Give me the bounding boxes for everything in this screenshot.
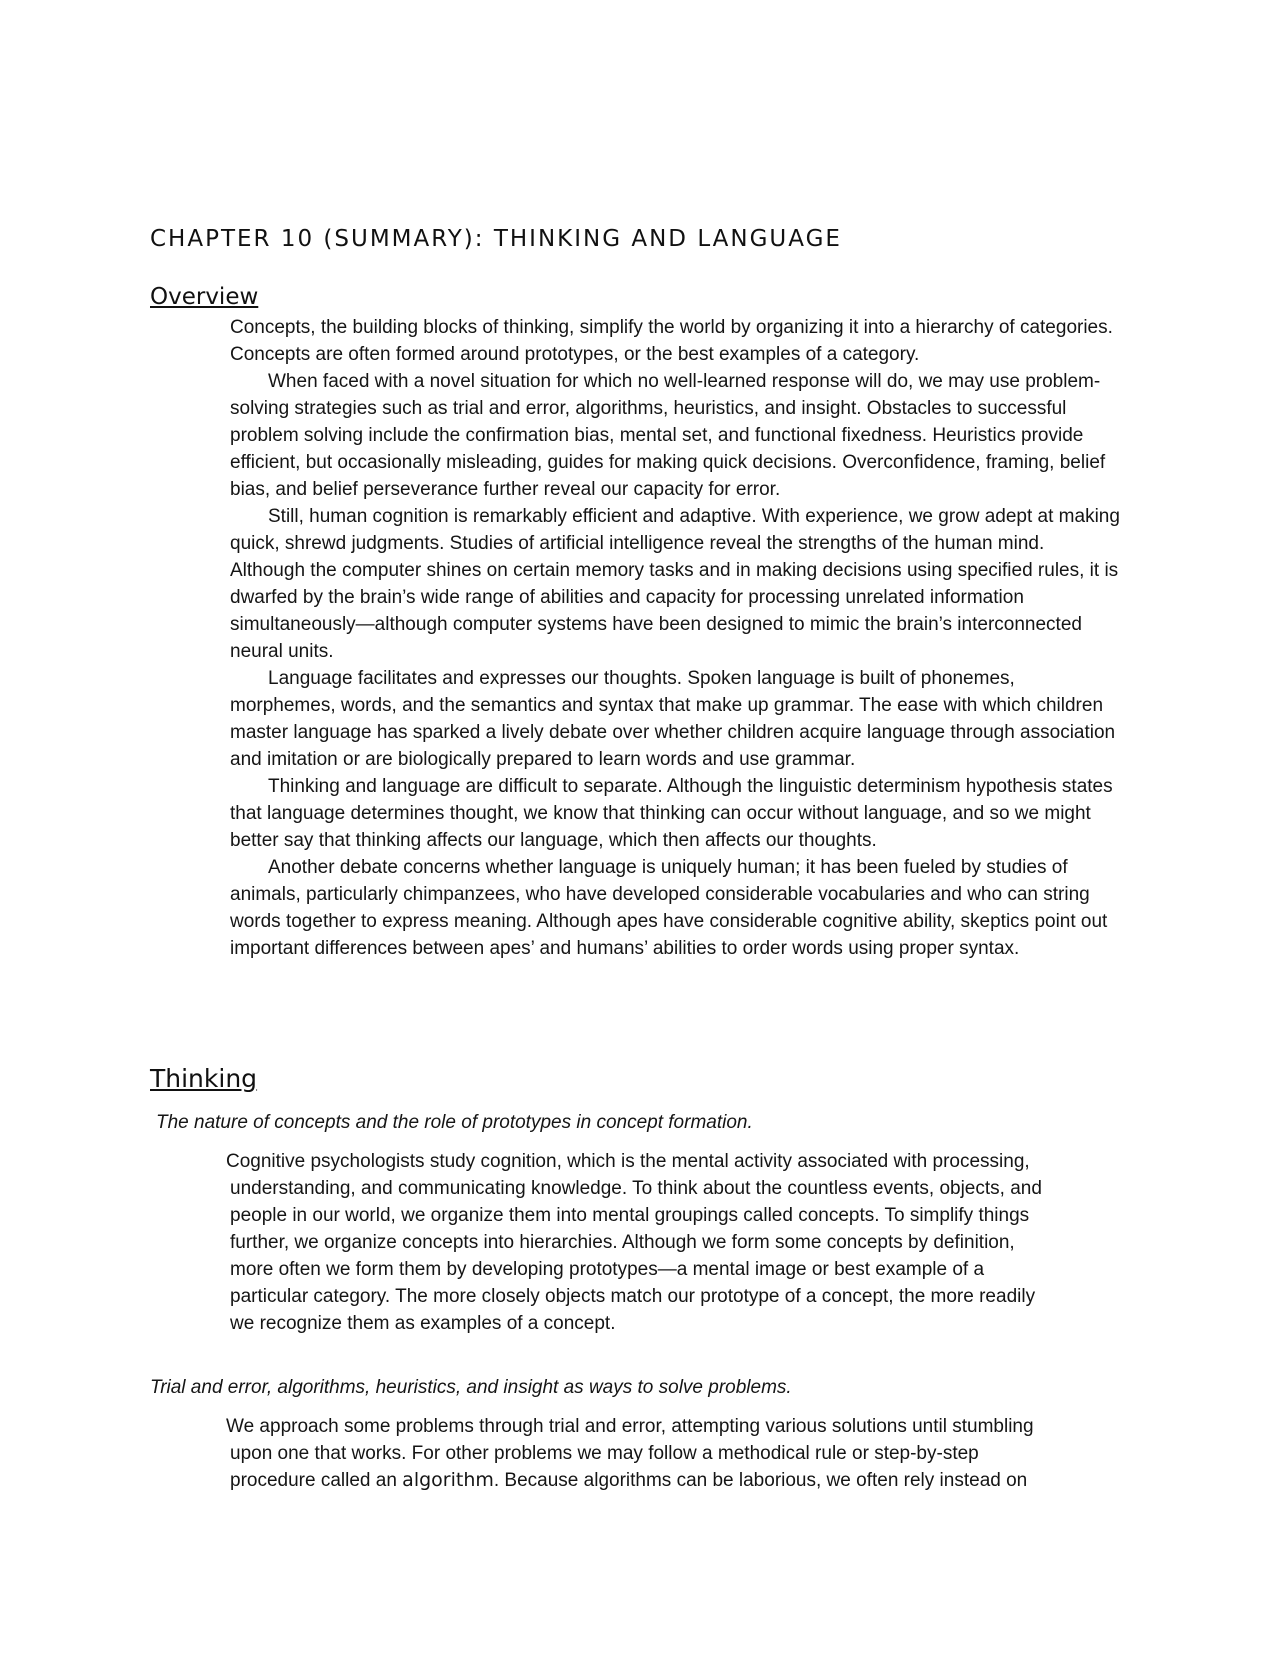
section-subheading-concepts: The nature of concepts and the role of prototypes in concept formation. bbox=[156, 1112, 753, 1133]
section-subheading-problem-solving: Trial and error, algorithms, heuristics, and insight as ways to solve problems. bbox=[150, 1377, 792, 1398]
text-line: more often we form them by developing prototypes—a mental image or best example of a bbox=[230, 1259, 985, 1280]
text-run: procedure called an bbox=[230, 1470, 403, 1491]
chapter-title: CHAPTER 10 (SUMMARY): THINKING AND LANGUAGE bbox=[150, 226, 842, 252]
text-line: We approach some problems through trial and error, attempting various solutions until stumbling bbox=[226, 1416, 1034, 1437]
overview-paragraph: Another debate concerns whether language is uniquely human; it has been fueled by studies of animals, particularly chimpanzees, who have developed considerable vocabularies and who can string words together to express meaning. Although apes have considerable cognitive ability, skeptics point out important differences between apes’ and humans’ abilities to order words using proper syntax. bbox=[230, 857, 1108, 959]
text-line bbox=[226, 1467, 1126, 1494]
text-line: people in our world, we organize them into mental groupings called concepts. To simplify things bbox=[230, 1205, 1030, 1226]
text-line: upon one that works. For other problems we may follow a methodical rule or step-by-step bbox=[230, 1443, 979, 1464]
text-line: understanding, and communicating knowledge. To think about the countless events, objects, and bbox=[230, 1178, 1042, 1199]
keyword-term: algorithm bbox=[402, 1469, 494, 1491]
text-line: particular category. The more closely objects match our prototype of a concept, the more readily bbox=[230, 1286, 1036, 1307]
overview-section bbox=[230, 314, 1120, 962]
overview-paragraph: Concepts, the building blocks of thinking, simplify the world by organizing it into a hierarchy of categories. Concepts are often formed around prototypes, or the best examples of a category. bbox=[230, 317, 1113, 365]
overview-paragraph: When faced with a novel situation for which no well-learned response will do, we may use problem-solving strategies such as trial and error, algorithms, heuristics, and insight. Obstacles to successful problem solving include the confirmation bias, mental set, and functional fixedness. Heuristics provide efficient, but occasionally misleading, guides for making quick decisions. Overconfidence, framing, belief bias, and belief perseverance further reveal our capacity for error. bbox=[230, 371, 1106, 500]
concepts-paragraph bbox=[226, 1148, 1126, 1337]
text-run: . Because algorithms can be laborious, we often rely instead on bbox=[493, 1470, 1028, 1491]
text-line: further, we organize concepts into hierarchies. Although we form some concepts by definition, bbox=[230, 1232, 1015, 1253]
overview-heading: Overview bbox=[150, 284, 259, 310]
problem-solving-paragraph bbox=[226, 1413, 1126, 1494]
overview-paragraph: Thinking and language are difficult to separate. Although the linguistic determinism hypothesis states that language determines thought, we know that thinking can occur without language, and so we might better say that thinking affects our language, which then affects our thoughts. bbox=[230, 776, 1113, 851]
text-line: Cognitive psychologists study cognition, which is the mental activity associated with processing, bbox=[226, 1151, 1030, 1172]
text-line: we recognize them as examples of a concept. bbox=[230, 1313, 616, 1334]
thinking-heading: Thinking bbox=[150, 1064, 258, 1093]
overview-paragraph: Still, human cognition is remarkably efficient and adaptive. With experience, we grow adept at making quick, shrewd judgments. Studies of artificial intelligence reveal the strengths of the human mind. Although the computer shines on certain memory tasks and in making decisions using specified rules, it is dwarfed by the brain’s wide range of abilities and capacity for processing unrelated information simultaneously—although computer systems have been designed to mimic the brain’s interconnected neural units. bbox=[230, 506, 1120, 662]
overview-paragraph: Language facilitates and expresses our thoughts. Spoken language is built of phonemes, morphemes, words, and the semantics and syntax that make up grammar. The ease with which children master language has sparked a lively debate over whether children acquire language through association and imitation or are biologically prepared to learn words and use grammar. bbox=[230, 668, 1116, 770]
